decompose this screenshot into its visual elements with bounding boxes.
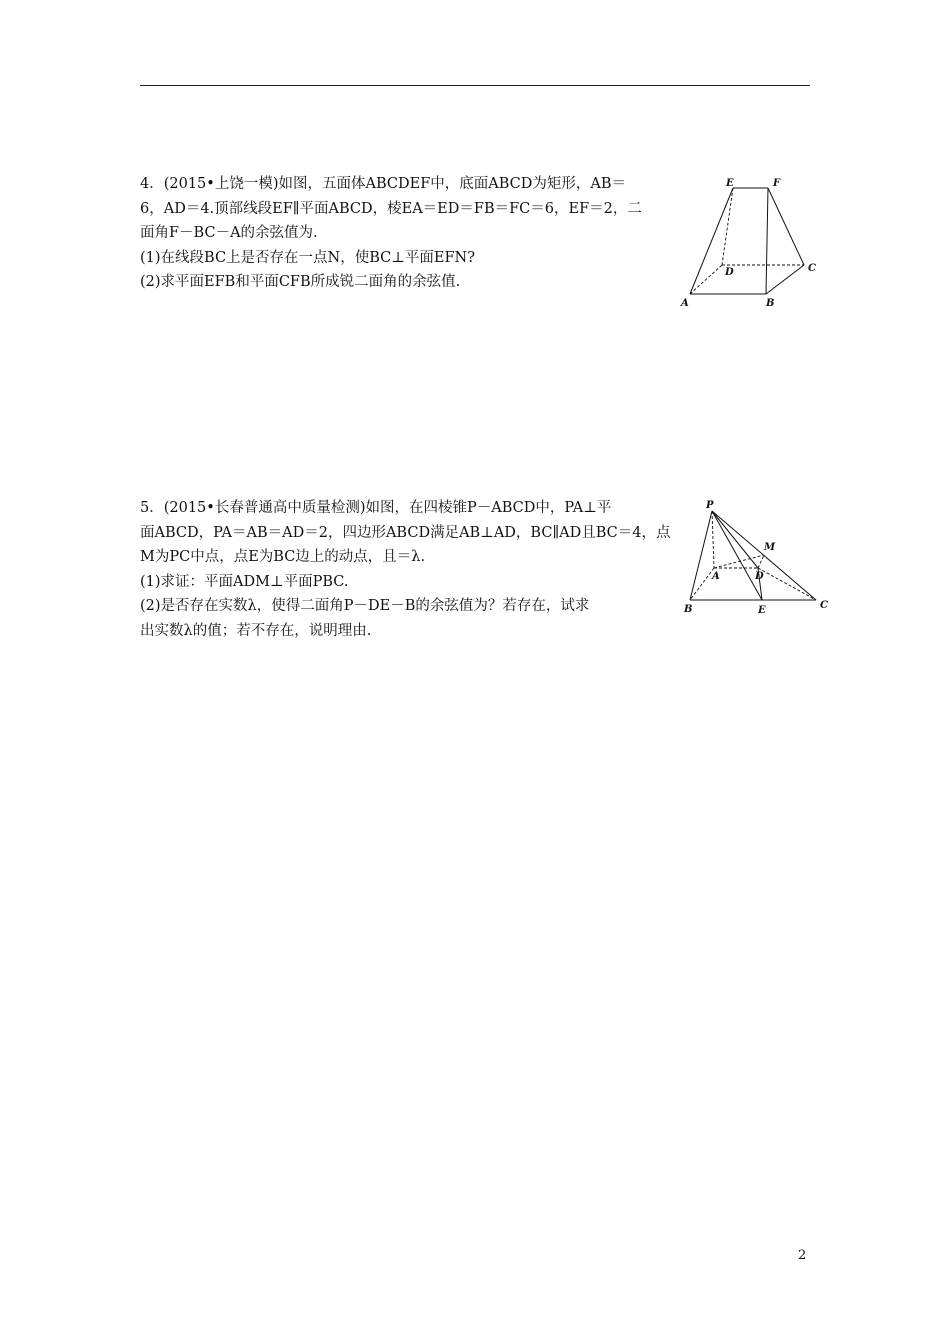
problem-5-line-1: 5．(2015•长春普通高中质量检测)如图，在四棱锥P－ABCD中，PA⊥平 [140, 500, 612, 516]
problem-4-line-3: 面角F－BC－A的余弦值为. [140, 225, 318, 241]
problem-4-line-1: 4．(2015•上饶一模)如图，五面体ABCDEF中，底面ABCD为矩形，AB＝ [140, 176, 626, 192]
edge-PB [690, 511, 712, 600]
edge-EA [690, 188, 733, 294]
edge-FB [766, 188, 768, 294]
pyramid-figure [676, 498, 836, 620]
problem-4-line-2: 6，AD＝4.顶部线段EF∥平面ABCD，棱EA＝ED＝FB＝FC＝6，EF＝2，二 [140, 200, 642, 217]
edge-DC [758, 568, 816, 600]
label-E: E [758, 605, 766, 616]
problem-5 [140, 496, 671, 643]
problem-5-line-3: M为PC中点，点E为BC边上的动点，且＝λ. [140, 549, 426, 565]
edge-DM [758, 555, 764, 568]
label-F: F [773, 178, 781, 189]
label-B: B [684, 604, 693, 615]
edge-PA [712, 511, 714, 568]
label-C: C [820, 600, 828, 611]
edge-PE [712, 511, 762, 600]
edge-BC [766, 265, 804, 294]
header-rule [140, 85, 810, 86]
edge-ED [722, 188, 733, 265]
edge-PC [712, 511, 816, 600]
page-number: 2 [798, 1248, 807, 1263]
label-C: C [808, 263, 816, 274]
pentahedron-figure [676, 172, 826, 314]
edge-PD [712, 511, 758, 568]
label-D: D [725, 267, 734, 278]
edge-FC [768, 188, 804, 265]
label-B: B [766, 298, 775, 309]
problem-4 [140, 172, 665, 295]
label-D: D [755, 571, 764, 582]
problem-5-part-2: (2)是否存在实数λ，使得二面角P－DE－B的余弦值为？若存在，试求 [140, 598, 590, 614]
label-A: A [712, 571, 720, 582]
problem-5-line-2: 面ABCD，PA＝AB＝AD＝2，四边形ABCD满足AB⊥AD，BC∥AD且BC＝4，点 [140, 524, 671, 541]
problem-5-part-2-cont: 出实数λ的值；若不存在，说明理由. [140, 622, 372, 639]
problem-4-part-1: (1)在线段BC上是否存在一点N，使BC⊥平面EFN? [140, 249, 476, 266]
label-E: E [726, 178, 734, 189]
problem-5-part-1: (1)求证：平面ADM⊥平面PBC. [140, 573, 349, 590]
edge-AD [690, 265, 722, 294]
label-M: M [764, 542, 776, 553]
problem-4-part-2: (2)求平面EFB和平面CFB所成锐二面角的余弦值. [140, 274, 461, 290]
label-A: A [681, 298, 689, 309]
label-P: P [706, 500, 714, 511]
